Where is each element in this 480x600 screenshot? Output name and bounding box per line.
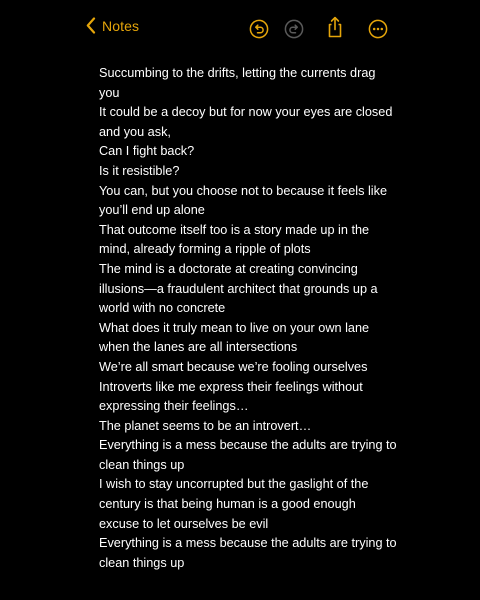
redo-button[interactable] (283, 18, 305, 40)
note-line: The mind is a doctorate at creating convincing illusions—a fraudulent architect that grounds up a world with no concrete (99, 261, 378, 316)
note-line: Everything is a mess because the adults are trying to clean things up (99, 536, 397, 570)
note-line: Succumbing to the drifts, letting the currents drag you (99, 66, 376, 100)
note-line: We’re all smart because we’re fooling ourselves (99, 359, 368, 374)
note-line: It could be a decoy but for now your eyes are closed and you ask, (99, 105, 393, 139)
back-label: Notes (102, 17, 140, 34)
note-line: Introverts like me express their feelings without expressing their feelings… (99, 379, 363, 414)
note-line: That outcome itself too is a story made up in the mind, already forming a ripple of plots (99, 222, 370, 257)
more-icon (368, 19, 388, 39)
undo-icon (249, 19, 269, 39)
toolbar (0, 0, 480, 60)
note-line: What does it truly mean to live on your own lane when the lanes are all intersections (99, 320, 370, 355)
undo-button[interactable] (248, 18, 270, 40)
note-body[interactable] (99, 64, 399, 573)
more-button[interactable] (367, 18, 389, 40)
chevron-left-icon (86, 17, 96, 34)
note-line: You can, but you choose not to because it feels like you’ll end up alone (99, 183, 388, 218)
note-line: I wish to stay uncorrupted but the gaslight of the century is that being human is a good enough excuse to let ourselves be evil (99, 477, 369, 531)
back-button[interactable] (86, 17, 139, 34)
redo-icon (284, 19, 304, 39)
note-line: The planet seems to be an introvert… (99, 418, 312, 433)
note-line: Everything is a mess because the adults are trying to clean things up (99, 438, 397, 472)
note-line: Can I fight back? (99, 144, 195, 159)
share-button[interactable] (324, 16, 346, 38)
share-icon (325, 16, 345, 38)
note-line: Is it resistible? (99, 163, 180, 178)
